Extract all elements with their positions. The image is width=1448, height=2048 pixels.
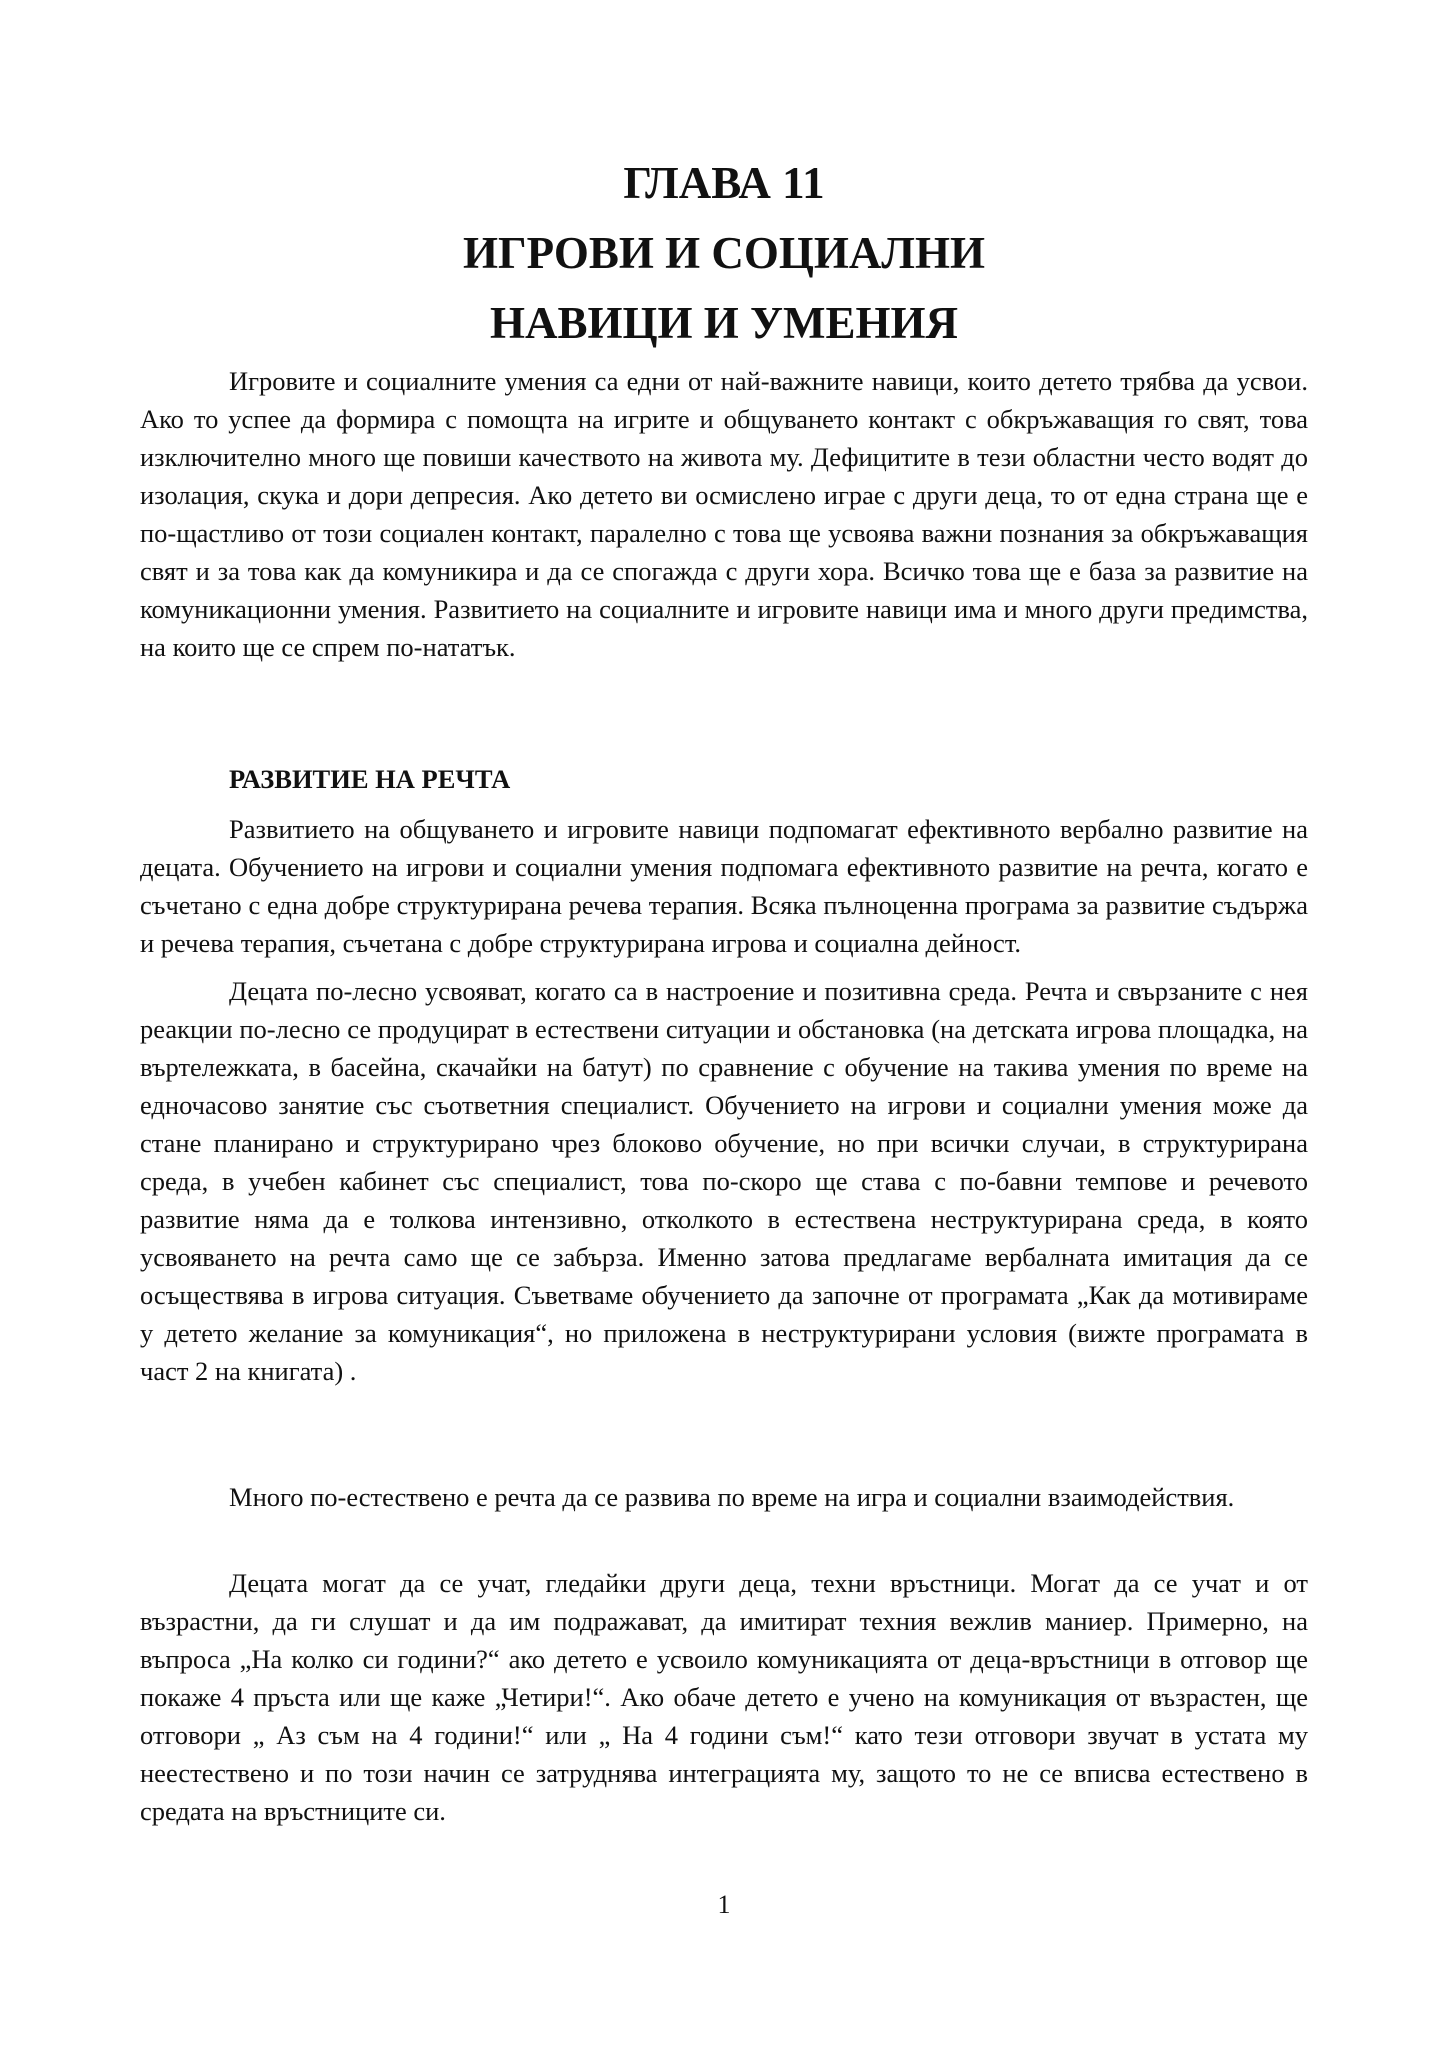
body-paragraph: Децата могат да се учат, гледайки други деца, техни връстници. Могат да се учат и от възрастни, да ги слушат и да им подражават, да имитират техния вежлив маниер. Примерно, на въпроса „На колко си години?“ ако детето е усвоило комуникацията от деца-връстници в отговор ще покаже 4 пръста или ще каже „Четири!“. Ако обаче детето е учено на комуникация от възрастен, ще отговори „ Аз съм на 4 години!“ или „ На 4 години съм!“ като тези отговори звучат в устата му неестествено и по този начин се затруднява интеграцията му, защото то не се вписва естествено в средата на връстниците си. — [140, 1568, 1308, 1826]
body-paragraph: Много по-естествено е речта да се развива по време на игра и социални взаимодействия. — [229, 1482, 1235, 1512]
body-paragraph: Децата по-лесно усвояват, когато са в настроение и позитивна среда. Речта и свързаните с нея реакции по-лесно се продуцират в естествени ситуации и обстановка (на детската игрова площадка, на въртележката, в басейна, скачайки на батут) по сравнение с обучение на такива умения по време на едночасово занятие със съответния специалист. Обучението на игрови и социални умения може да стане планирано и структурирано чрез блоково обучение, но при всички случаи, в структурирана среда, в учебен кабинет със специалист, това по-скоро ще става с по-бавни темпове и речевото развитие няма да е толкова интензивно, отколкото в естествена неструктурирана среда, в която усвояването на речта само ще се забърза. Именно затова предлагаме вербалната имитация да се осъществява в игрова ситуация. Съветваме обучението да започне от програмата „Как да мотивираме у детето желание за комуникация“, но приложена в неструктурирани условия (вижте програмата в част 2 на книгата) . — [140, 976, 1308, 1386]
body-paragraph: Развитието на общуването и игровите навици подпомагат ефективното вербално развитие на децата. Обучението на игрови и социални умения подпомага ефективното развитие на речта, когато е съчетано с една добре структурирана речева терапия. Всяка пълноценна програма за развитие съдържа и речева терапия, съчетана с добре структурирана игрова и социална дейност. — [140, 814, 1308, 958]
chapter-number: ГЛАВА 11 — [623, 158, 825, 208]
intro-paragraph: Игровите и социалните умения са едни от най-важните навици, които детето трябва да усвои. Ако то успее да формира с помощта на игрите и общуването контакт с обкръжаващия го свят, това изключително много ще повиши качеството на живота му. Дефицитите в тези областни често водят до изолация, скука и дори депресия. Ако детето ви осмислено играе с други деца, то от една страна ще е по-щастливо от този социален контакт, паралелно с това ще усвоява важни познания за обкръжаващия свят и за това как да комуникира и да се спогажда с други хора. Всичко това ще е база за развитие на комуникационни умения. Развитието на социалните и игровите навици има и много други предимства, на които ще се спрем по-нататък. — [140, 366, 1308, 662]
chapter-title-line-2: НАВИЦИ И УМЕНИЯ — [489, 298, 959, 348]
page-number: 1 — [717, 1890, 731, 1919]
paragraph-block — [140, 810, 1308, 962]
paragraph-block — [140, 1564, 1308, 1830]
chapter-title-line-1: ИГРОВИ И СОЦИАЛНИ — [463, 228, 985, 278]
chapter-heading — [140, 148, 1308, 358]
paragraph-block — [140, 972, 1308, 1390]
paragraph-block — [140, 1478, 1308, 1516]
section-title: РАЗВИТИЕ НА РЕЧТА — [229, 764, 511, 794]
intro-block — [140, 362, 1308, 666]
